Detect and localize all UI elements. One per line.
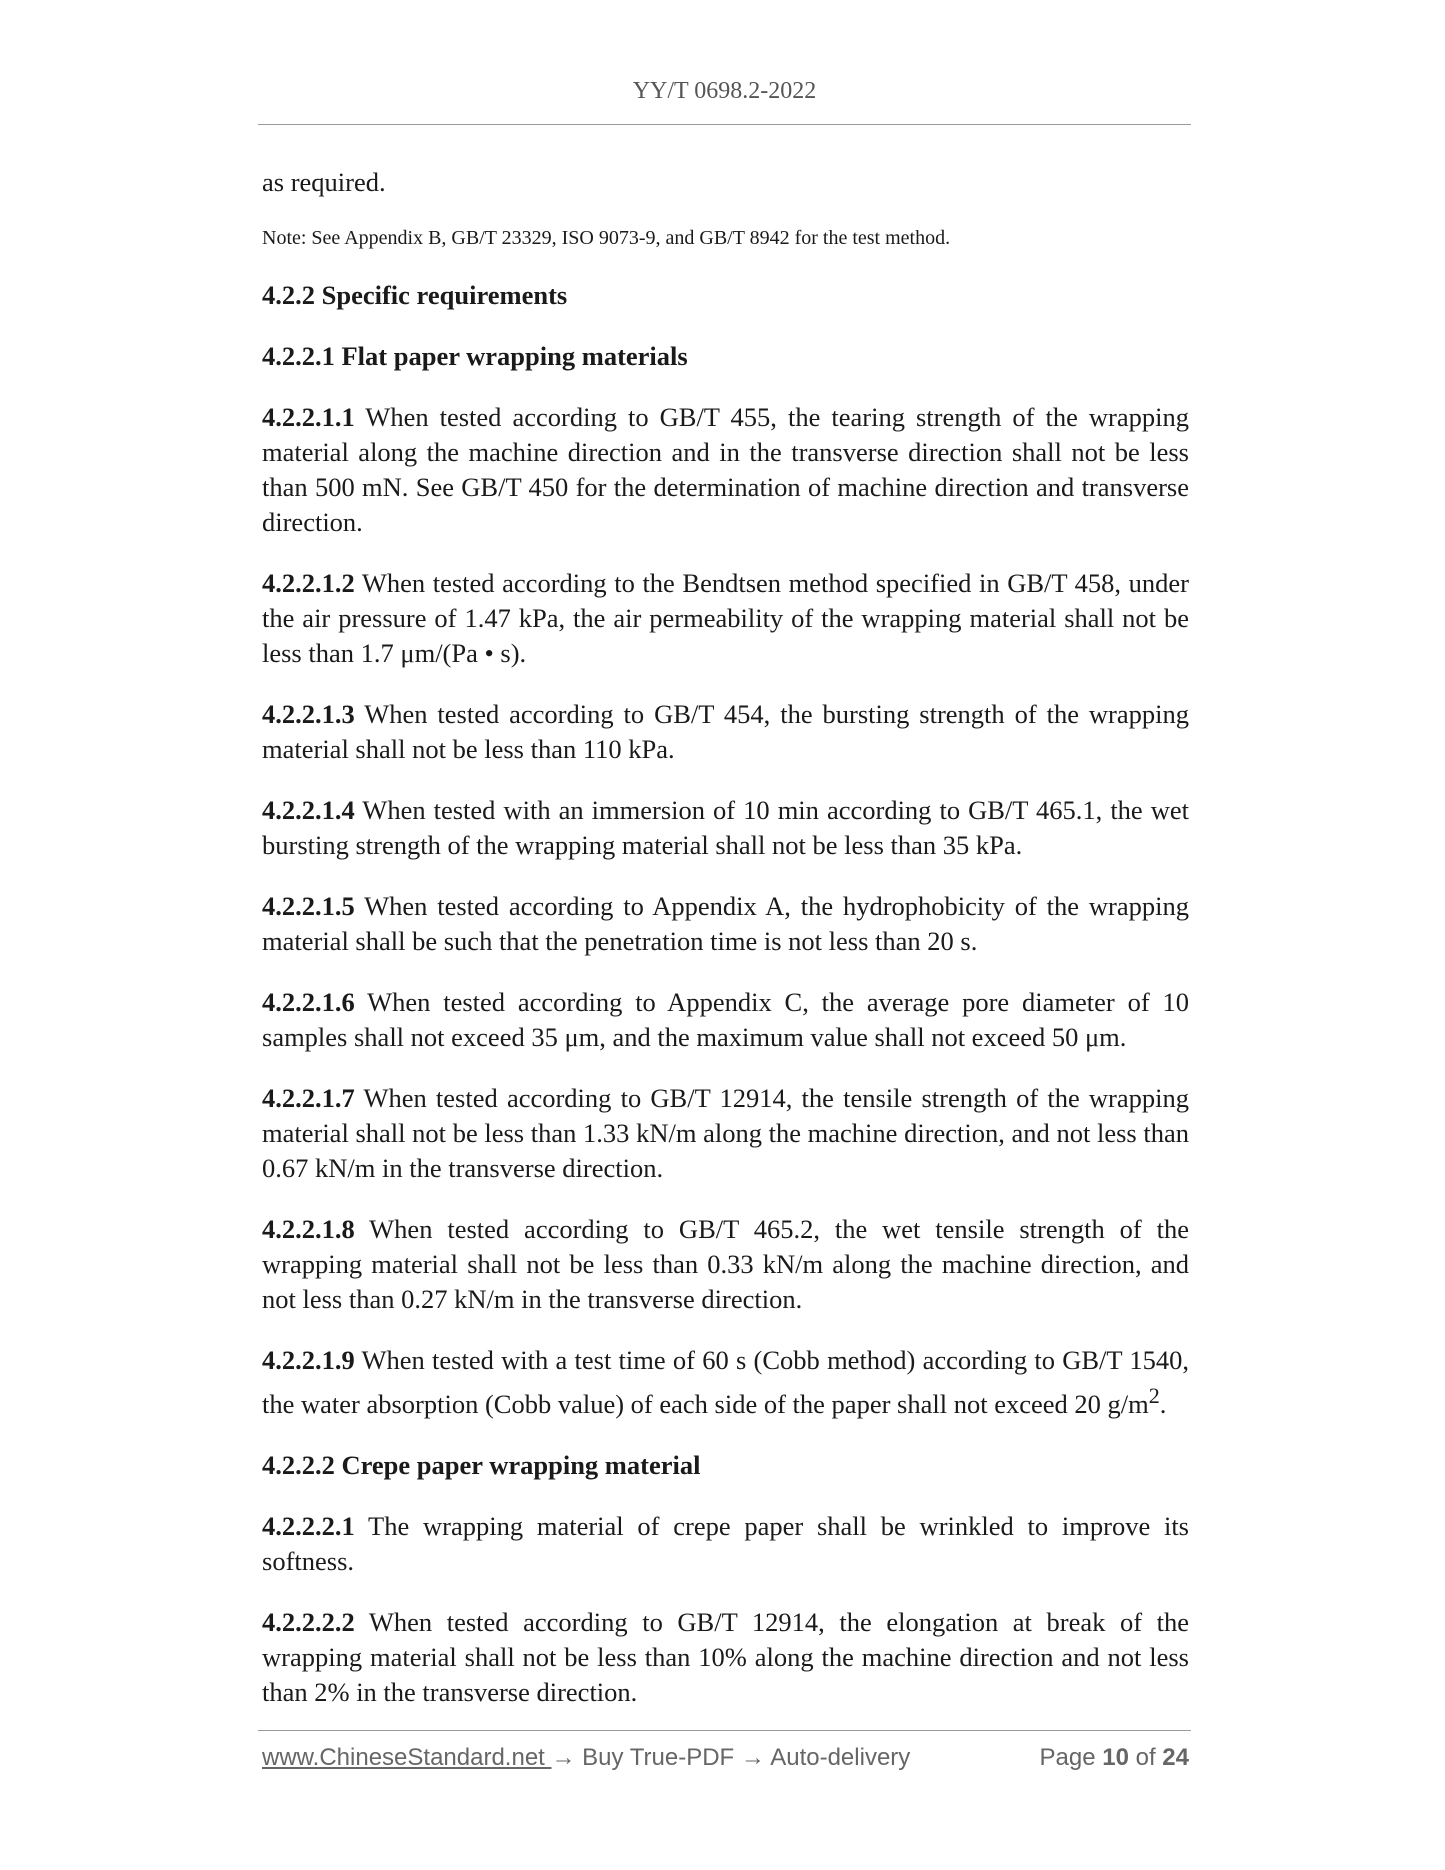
buy-true-pdf-text: Buy True-PDF: [575, 1744, 741, 1771]
total-pages: 24: [1162, 1744, 1189, 1771]
clause-number: 4.2.2.1.6: [262, 987, 355, 1017]
clause-4-2-2-1-7: [262, 1081, 1189, 1186]
clause-number: 4.2.2.1.4: [262, 795, 355, 825]
document-header: YY/T 0698.2-2022: [632, 78, 817, 104]
clause-4-2-2-1-6: [262, 985, 1189, 1055]
footer-divider: [258, 1730, 1191, 1731]
page-label: Page: [1039, 1744, 1103, 1771]
clause-end: .: [1159, 1388, 1167, 1419]
arrow-right-icon: →: [551, 1744, 576, 1771]
clause-number: 4.2.2.1.8: [262, 1214, 355, 1244]
clause-text: When tested with a test time of 60 s (Cobb method) according to GB/T 1540, the water absorption (Cobb value) of each side of the paper shall not exceed 20 g/m: [262, 1345, 1189, 1419]
clause-4-2-2-2-1: [262, 1509, 1189, 1579]
clause-text: When tested according to GB/T 455, the tearing strength of the wrapping material along the machine direction and in the transverse direction shall not be less than 500 mN. See GB/T 450 for the determination of machine direction and transverse direction.: [262, 402, 1189, 537]
page-number: [1040, 1744, 1189, 1772]
current-page: 10: [1102, 1744, 1129, 1771]
clause-text: When tested according to GB/T 12914, the elongation at break of the wrapping material shall not be less than 10% along the machine direction and not less than 2% in the transverse direction.: [262, 1606, 1189, 1707]
chinesestandard-link[interactable]: www.ChineseStandard.net: [262, 1744, 552, 1771]
test-method-note: Note: See Appendix B, GB/T 23329, ISO 9073-9, and GB/T 8942 for the test method.: [262, 227, 951, 249]
clause-text: When tested according to GB/T 454, the bursting strength of the wrapping material shall not be less than 110 kPa.: [262, 699, 1189, 764]
clause-4-2-2-1-2: [262, 566, 1189, 671]
clause-text: When tested with an immersion of 10 min according to GB/T 465.1, the wet bursting strength of the wrapping material shall not be less than 35 kPa.: [262, 795, 1189, 860]
clause-number: 4.2.2.1.1: [262, 402, 355, 432]
of-label: of: [1128, 1744, 1163, 1771]
clause-number: 4.2.2.2.2: [262, 1606, 355, 1637]
header-divider: [258, 124, 1191, 125]
continuation-text: as required.: [262, 167, 386, 197]
clause-number: 4.2.2.2.1: [262, 1510, 355, 1541]
clause-number: 4.2.2.1.2: [262, 568, 355, 598]
clause-number: 4.2.2.1.3: [262, 699, 355, 729]
auto-delivery-text: Auto-delivery: [764, 1744, 911, 1771]
section-heading-specific: 4.2.2 Specific requirements: [262, 280, 568, 310]
clause-4-2-2-1-3: [262, 697, 1189, 767]
clause-text: The wrapping material of crepe paper shall be wrinkled to improve its softness.: [262, 1510, 1189, 1576]
clause-text: When tested according to GB/T 465.2, the wet tensile strength of the wrapping material shall not be less than 0.33 kN/m along the machine direction, and not less than 0.27 kN/m in the transverse direction.: [262, 1214, 1189, 1314]
clause-4-2-2-1-8: [262, 1212, 1189, 1317]
clause-4-2-2-1-1: [262, 400, 1189, 540]
clause-text: When tested according to GB/T 12914, the tensile strength of the wrapping material shall not be less than 1.33 kN/m along the machine direction, and not less than 0.67 kN/m in the transverse direction.: [262, 1083, 1189, 1183]
clause-4-2-2-1-9: [262, 1343, 1189, 1422]
section-heading-flat: 4.2.2.1 Flat paper wrapping materials: [262, 341, 688, 371]
page-content: [262, 165, 1189, 1710]
clause-4-2-2-1-4: [262, 793, 1189, 863]
clause-number: 4.2.2.1.7: [262, 1083, 355, 1113]
arrow-right-icon: →: [740, 1744, 765, 1771]
clause-text: When tested according to Appendix C, the average pore diameter of 10 samples shall not exceed 35 μm, and the maximum value shall not exceed 50 μm.: [262, 987, 1189, 1052]
clause-4-2-2-1-5: [262, 889, 1189, 959]
clause-text: When tested according to Appendix A, the hydrophobicity of the wrapping material shall be such that the penetration time is not less than 20 s.: [262, 891, 1189, 956]
clause-4-2-2-2-2: [262, 1605, 1189, 1710]
superscript-exponent: 2: [1148, 1383, 1160, 1408]
clause-number: 4.2.2.1.9: [262, 1345, 355, 1375]
clause-number: 4.2.2.1.5: [262, 891, 355, 921]
clause-text: When tested according to the Bendtsen method specified in GB/T 458, under the air pressure of 1.47 kPa, the air permeability of the wrapping material shall not be less than 1.7 μm/(Pa • s).: [262, 568, 1189, 668]
page-footer: [262, 1744, 1189, 1772]
section-heading-crepe: 4.2.2.2 Crepe paper wrapping material: [262, 1449, 701, 1480]
